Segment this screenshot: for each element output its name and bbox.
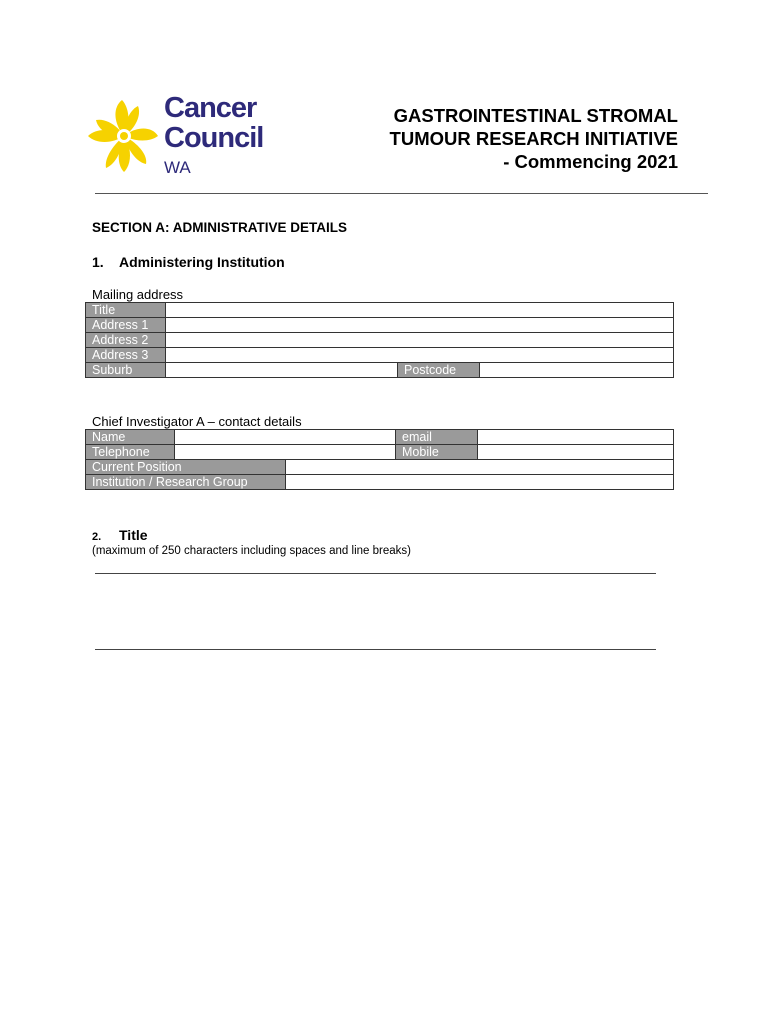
question-2-title: Title — [119, 527, 148, 543]
address-1-label: Address 1 — [86, 318, 166, 333]
title-answer-line-1[interactable] — [95, 573, 656, 574]
mobile-label: Mobile — [396, 445, 478, 460]
address-1-field[interactable] — [166, 318, 674, 333]
current-position-label: Current Position — [86, 460, 286, 475]
institution-label: Institution / Research Group — [86, 475, 286, 490]
suburb-field[interactable] — [166, 363, 398, 378]
suburb-label: Suburb — [86, 363, 166, 378]
table-row — [86, 363, 674, 378]
table-row — [86, 333, 674, 348]
email-label: email — [396, 430, 478, 445]
institution-field[interactable] — [286, 475, 674, 490]
mailing-address-table — [85, 302, 674, 378]
header-divider — [95, 193, 708, 194]
chief-investigator-caption: Chief Investigator A – contact details — [92, 414, 302, 429]
heading-line-3: - Commencing 2021 — [503, 151, 678, 172]
heading-line-2: TUMOUR RESEARCH INITIATIVE — [389, 128, 678, 149]
section-a-heading: SECTION A: ADMINISTRATIVE DETAILS — [92, 220, 347, 235]
heading-line-1: GASTROINTESTINAL STROMAL — [393, 105, 678, 126]
question-1-number: 1. — [92, 254, 104, 270]
chief-investigator-table — [85, 429, 674, 490]
current-position-field[interactable] — [286, 460, 674, 475]
question-1-heading — [92, 254, 285, 270]
question-2-heading — [92, 527, 148, 543]
address-2-field[interactable] — [166, 333, 674, 348]
logo-line-wa: WA — [164, 158, 191, 177]
mobile-field[interactable] — [478, 445, 674, 460]
table-row — [86, 318, 674, 333]
mailing-address-caption: Mailing address — [92, 287, 184, 302]
daffodil-icon — [84, 96, 164, 176]
logo-wordmark — [164, 94, 263, 176]
telephone-label: Telephone — [86, 445, 175, 460]
logo-line-cancer: Cancer — [164, 92, 257, 124]
table-row — [86, 460, 674, 475]
telephone-field[interactable] — [175, 445, 396, 460]
name-label: Name — [86, 430, 175, 445]
cancer-council-logo — [84, 94, 284, 186]
table-row — [86, 475, 674, 490]
email-field[interactable] — [478, 430, 674, 445]
address-2-label: Address 2 — [86, 333, 166, 348]
document-heading — [390, 104, 678, 173]
question-2-number: 2. — [92, 531, 102, 543]
name-field[interactable] — [175, 430, 396, 445]
postcode-label: Postcode — [398, 363, 480, 378]
logo-line-council: Council — [164, 122, 264, 154]
title-label: Title — [86, 303, 166, 318]
title-answer-line-2[interactable] — [95, 649, 656, 650]
postcode-field[interactable] — [480, 363, 674, 378]
address-3-label: Address 3 — [86, 348, 166, 363]
table-row — [86, 445, 674, 460]
table-row — [86, 348, 674, 363]
table-row — [86, 303, 674, 318]
title-field[interactable] — [166, 303, 674, 318]
question-2-note: (maximum of 250 characters including spaces and line breaks) — [92, 545, 411, 557]
question-1-title: Administering Institution — [119, 254, 285, 270]
address-3-field[interactable] — [166, 348, 674, 363]
table-row — [86, 430, 674, 445]
